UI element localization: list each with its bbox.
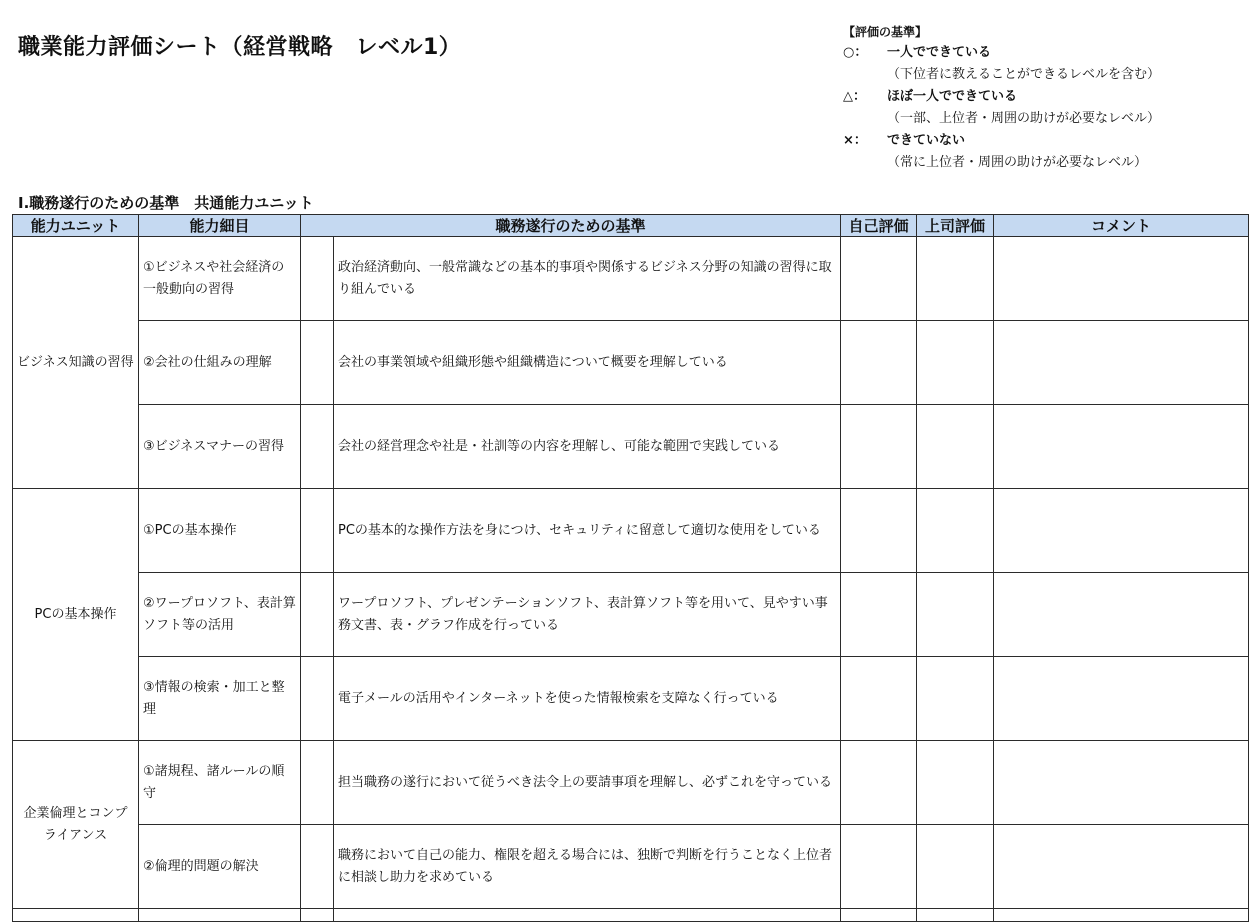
spacer-cell	[301, 405, 334, 489]
self-eval-cell[interactable]	[841, 489, 917, 573]
header-row	[13, 215, 1249, 237]
comment-cell[interactable]	[994, 321, 1249, 405]
table-row	[13, 657, 1249, 741]
cross-mark: ×：	[843, 133, 867, 148]
boss-eval-cell[interactable]	[917, 237, 994, 321]
criteria-heading: 【評価の基準】	[843, 25, 928, 39]
standard-cell: 担当職務の遂行において従うべき法令上の要請事項を理解し、必ずこれを守っている	[334, 741, 841, 825]
comment-cell[interactable]	[994, 237, 1249, 321]
comment-cell[interactable]	[994, 405, 1249, 489]
spacer-cell	[301, 825, 334, 909]
standard-cell: 会社の経営理念や社是・社訓等の内容を理解し、可能な範囲で実践している	[334, 405, 841, 489]
sheet-title: 職業能力評価シート（経営戦略 レベル1）	[18, 35, 462, 60]
boss-eval-cell[interactable]	[917, 405, 994, 489]
standard-cell: ワープロソフト、プレゼンテーションソフト、表計算ソフト等を用いて、見やすい事務文書、表・グラフ作成を行っている	[334, 573, 841, 657]
boss-eval-cell[interactable]	[917, 909, 994, 922]
spacer-cell	[301, 657, 334, 741]
criteria-note: （常に上位者・周囲の助けが必要なレベル）	[887, 155, 1148, 170]
comment-cell[interactable]	[994, 741, 1249, 825]
detail-cell: ②ワープロソフト、表計算ソフト等の活用	[139, 573, 301, 657]
triangle-mark: △：	[843, 89, 866, 104]
detail-cell: ①PCの基本操作	[139, 489, 301, 573]
spacer-cell	[301, 741, 334, 825]
self-eval-cell[interactable]	[841, 237, 917, 321]
unit-name: ビジネス知識の習得	[13, 237, 139, 489]
criteria-note: （下位者に教えることができるレベルを含む）	[887, 67, 1161, 82]
criteria-label: 一人でできている	[887, 45, 992, 60]
boss-eval-cell[interactable]	[917, 573, 994, 657]
unit-name	[13, 909, 139, 922]
boss-eval-cell[interactable]	[917, 489, 994, 573]
table-row	[13, 825, 1249, 909]
standard-cell: 電子メールの活用やインターネットを使った情報検索を支障なく行っている	[334, 657, 841, 741]
standard-cell	[334, 909, 841, 922]
criteria-label: できていない	[887, 133, 966, 148]
header-standard: 職務遂行のための基準	[301, 215, 841, 237]
table-row	[13, 489, 1249, 573]
detail-cell: ①諸規程、諸ルールの順守	[139, 741, 301, 825]
header-comment: コメント	[994, 215, 1249, 237]
section-heading: Ⅰ.職務遂行のための基準 共通能力ユニット	[18, 194, 314, 212]
table-row	[13, 405, 1249, 489]
unit-name: PCの基本操作	[13, 489, 139, 741]
detail-cell: ①ビジネスや社会経済の一般動向の習得	[139, 237, 301, 321]
self-eval-cell[interactable]	[841, 657, 917, 741]
spacer-cell	[301, 573, 334, 657]
spacer-cell	[301, 909, 334, 922]
criteria-note: （一部、上位者・周囲の助けが必要なレベル）	[887, 111, 1161, 126]
detail-cell: ②会社の仕組みの理解	[139, 321, 301, 405]
header-self-eval: 自己評価	[841, 215, 917, 237]
evaluation-criteria	[843, 22, 1253, 174]
self-eval-cell[interactable]	[841, 741, 917, 825]
standard-cell: 職務において自己の能力、権限を超える場合には、独断で判断を行うことなく上位者に相談し助力を求めている	[334, 825, 841, 909]
comment-cell[interactable]	[994, 489, 1249, 573]
standard-cell: 政治経済動向、一般常識などの基本的事項や関係するビジネス分野の知識の習得に取り組んでいる	[334, 237, 841, 321]
self-eval-cell[interactable]	[841, 405, 917, 489]
criteria-item-circle	[843, 42, 1253, 64]
detail-cell: ②倫理的問題の解決	[139, 825, 301, 909]
unit-name: 企業倫理とコンプライアンス	[13, 741, 139, 909]
standard-cell: 会社の事業領域や組織形態や組織構造について概要を理解している	[334, 321, 841, 405]
self-eval-cell[interactable]	[841, 909, 917, 922]
boss-eval-cell[interactable]	[917, 321, 994, 405]
criteria-item-cross	[843, 130, 1253, 152]
self-eval-cell[interactable]	[841, 573, 917, 657]
circle-mark: ○：	[843, 45, 868, 60]
detail-cell	[139, 909, 301, 922]
table-row	[13, 321, 1249, 405]
header-unit: 能力ユニット	[13, 215, 139, 237]
self-eval-cell[interactable]	[841, 321, 917, 405]
comment-cell[interactable]	[994, 657, 1249, 741]
comment-cell[interactable]	[994, 573, 1249, 657]
table-row-partial	[13, 909, 1249, 922]
table-row	[13, 237, 1249, 321]
criteria-item-triangle	[843, 86, 1253, 108]
table-row	[13, 741, 1249, 825]
boss-eval-cell[interactable]	[917, 741, 994, 825]
self-eval-cell[interactable]	[841, 825, 917, 909]
detail-cell: ③ビジネスマナーの習得	[139, 405, 301, 489]
comment-cell[interactable]	[994, 825, 1249, 909]
boss-eval-cell[interactable]	[917, 825, 994, 909]
criteria-label: ほぼ一人でできている	[887, 89, 1018, 104]
boss-eval-cell[interactable]	[917, 657, 994, 741]
evaluation-table	[12, 214, 1249, 922]
header-boss-eval: 上司評価	[917, 215, 994, 237]
header-detail: 能力細目	[139, 215, 301, 237]
table-row	[13, 573, 1249, 657]
detail-cell: ③情報の検索・加工と整理	[139, 657, 301, 741]
comment-cell[interactable]	[994, 909, 1249, 922]
spacer-cell	[301, 237, 334, 321]
spacer-cell	[301, 321, 334, 405]
standard-cell: PCの基本的な操作方法を身につけ、セキュリティに留意して適切な使用をしている	[334, 489, 841, 573]
spacer-cell	[301, 489, 334, 573]
